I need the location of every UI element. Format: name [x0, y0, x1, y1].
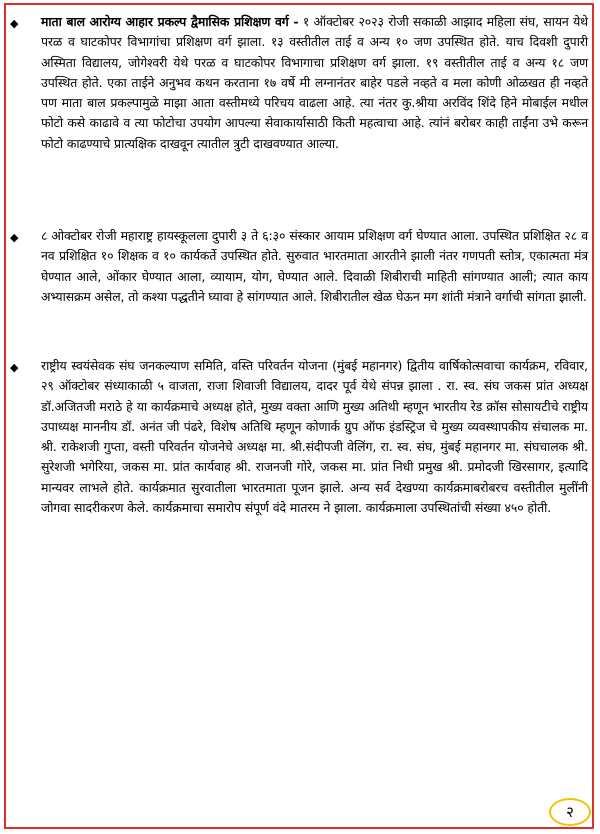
paragraph-3-body: राष्ट्रीय स्वयंसेवक संघ जनकल्याण समिति, वस्ति परिवर्तन योजना (मुंबई महानगर) द्वितीय वार्षिकोत्सवाचा कार्यक्रम, रविवार, २९ ऑक्टोबर संध्याकाळी ५ वाजता, राजा शिवाजी विद्यालय, दादर पूर्व येथे संपन्न झाला . रा. स्व. संघ जकस प्रांत अध्यक्ष डॉ.अजितजी मराठे हे या कार्यक्रमाचे अध्यक्ष होते, मुख्य वक्ता आणि मुख्य अतिथी म्हणून भारतीय रेड क्रॉस सोसायटीचे राष्ट्रीय उपाध्यक्ष माननीय डॉ. अनंत जी पंढरे, विशेष अतिथि म्हणून कोणार्क ग्रुप ऑफ इंडस्ट्रिज चे मुख्य व्यवस्थापकीय संचालक मा. श्री. राकेशजी गुप्ता, वस्ती परिवर्तन योजनेचे अध्यक्ष मा. श्री.संदीपजी वेलिंग, रा. स्व. संघ, मुंबई महानगर मा. संघचालक श्री. सुरेशजी भगेरिया, जकस मा. प्रांत कार्यवाह श्री. राजनजी गोरे, जकस मा. प्रांत निधी प्रमुख श्री. प्रमोदजी खिरसागर, इत्यादि मान्यवर लाभले होते. कार्यक्रमात सुरवातीला भारतमाता पूजन झाले. अन्य सर्व देखण्या कार्यक्रमाबरोबरच वस्तीतील मुलींनी जोगवा सादरीकरण केले. कार्यक्रमाचा समारोप संपूर्ण वंदे मातरम ने झाला. कार्यक्रमाला उपस्थितांची संख्या ४५० होती.: [41, 358, 588, 516]
paragraph-1-text: [41, 12, 588, 154]
page-frame: [4, 3, 594, 829]
paragraph-3: [10, 356, 588, 518]
diamond-bullet-icon: ◆: [10, 231, 19, 244]
paragraph-2: [10, 226, 588, 307]
paragraph-2-text: [41, 226, 588, 307]
diamond-bullet-icon: ◆: [10, 361, 19, 374]
diamond-bullet-icon: ◆: [10, 17, 19, 30]
paragraph-2-body: ८ ओक्टोबर रोजी महाराष्ट्र हायस्कूलला दुपारी ३ ते ६:३० संस्कार आयाम प्रशिक्षण वर्ग घेण्यात आला. उपस्थित प्रशिक्षित २८ व नव प्रशिक्षित १० शिक्षक व १० कार्यकर्ते उपस्थित होते. सुरुवात भारतमाता आरतीने झाली नंतर गणपती स्तोत्र, एकात्मता मंत्र घेण्यात आले, ओंकार घेण्यात आला, व्यायाम, योग, घेण्यात आले. दिवाळी शिबीराची माहिती सांगण्यात आली; त्यात काय अभ्यासक्रम असेल, तो कश्या पद्धतीने घ्यावा हे सांगण्यात आले. शिबीरातील खेळ घेऊन मग शांती मंत्राने वर्गाची सांगता झाली.: [41, 228, 588, 304]
paragraph-3-text: [41, 356, 588, 518]
paragraph-1: [10, 12, 588, 154]
paragraph-1-body: १ ऑक्टोबर २०२३ रोजी सकाळी आझाद महिला संघ, सायन येथे परळ व घाटकोपर विभागांचा प्रशिक्षण वर्ग झाला. १३ वस्तीतील ताई व अन्य १० जण उपस्थित होते. याच दिवशी दुपारी अस्मिता विद्यालय, जोगेश्वरी येथे परळ व घाटकोपर विभागाचा प्रशिक्षण वर्ग झाला. १९ वस्तीतील ताई व अन्य १८ जण उपस्थित होते. एका ताईने अनुभव कथन करताना १७ वर्षे मी लग्नानंतर बाहेर पडले नव्हते व मला कोणी ओळखत ही नव्हते पण माता बाल प्रकल्पामुळे माझा आता वस्तीमध्ये परिचय वाढला आहे. त्या नंतर कु.श्रीया अरविंद शिंदे हिने मोबाईल मधील फोटो कसे काढावे व त्या फोटोचा उपयोग आपल्या सेवाकार्यासाठी किती महत्वाचा आहे. त्यांनं बरोबर काही ताईंना उभे करून फोटो काढण्याचे प्रात्यक्षिक दाखवून त्यातील त्रुटी दाखवण्यात आल्या.: [41, 14, 588, 151]
page-number: २: [549, 798, 591, 826]
paragraph-1-title: माता बाल आरोग्य आहार प्रकल्प द्वैमासिक प्रशिक्षण वर्ग -: [41, 14, 299, 29]
